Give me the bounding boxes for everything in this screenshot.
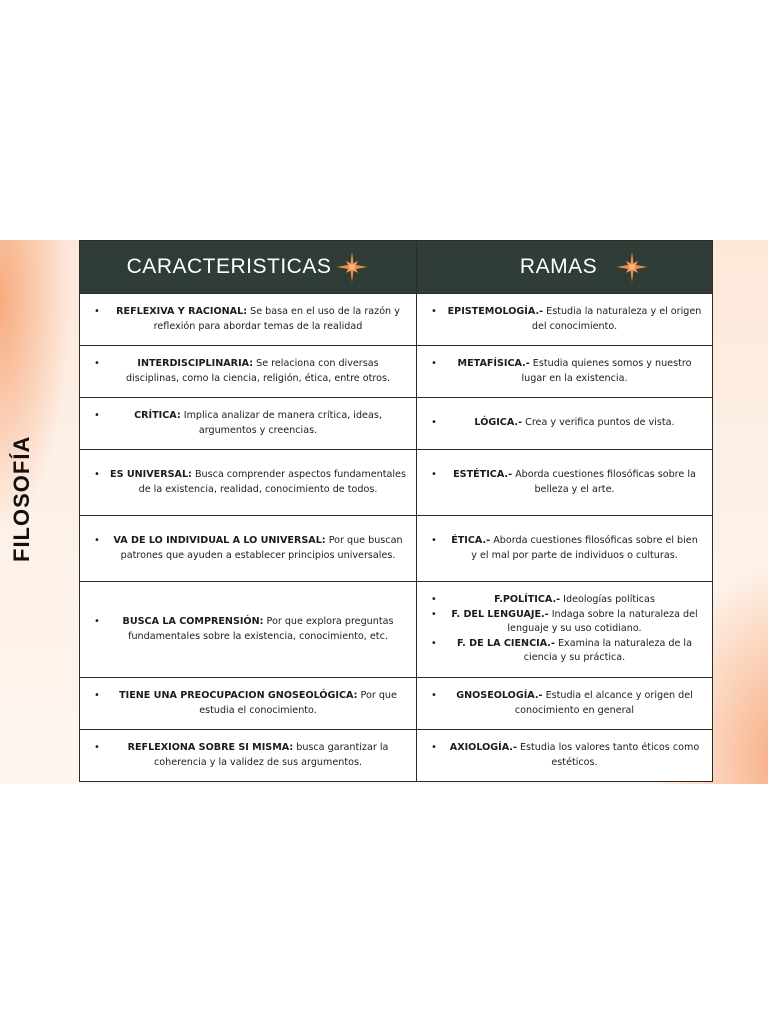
table-row [80, 346, 713, 398]
bullet: • [431, 741, 437, 753]
branch-text: Estudia los valores tanto éticos como estéticos. [516, 741, 700, 768]
table-row [80, 450, 713, 516]
branch-title: F.POLÍTICA.- [494, 594, 561, 606]
bullet: • [94, 357, 100, 369]
list-item [429, 637, 702, 666]
branch-title: EPISTEMOLOGÍA.- [447, 305, 544, 317]
branch-text: Ideologías políticas [560, 594, 655, 606]
branch-title: F. DE LA CIENCIA.- [457, 637, 555, 649]
bullet: • [94, 409, 100, 421]
bullet: • [431, 357, 437, 369]
branch-title: METAFÍSICA.- [457, 357, 530, 369]
characteristic-title: TIENE UNA PREOCUPACION GNOSEOLÓGICA: [119, 689, 358, 701]
slide-background [0, 240, 768, 784]
branch-text: Estudia el alcance y origen del conocimiento en general [514, 689, 693, 716]
sparkle-icon [335, 250, 369, 284]
characteristic-text: Se basa en el uso de la razón y reflexión para abordar temas de la realidad [153, 305, 400, 332]
branch-text: Estudia la naturaleza y el origen del conocimiento. [531, 305, 702, 332]
branch-cell [417, 678, 713, 730]
characteristic-title: CRÍTICA: [134, 409, 181, 421]
branch-cell [417, 398, 713, 450]
header-branches-label: RAMAS [519, 255, 598, 278]
sparkle-icon [615, 250, 649, 284]
table-header-row [80, 241, 713, 294]
bullet: • [94, 305, 100, 317]
branch-title: AXIOLOGÍA.- [449, 741, 517, 753]
bullet: • [431, 417, 437, 429]
characteristic-title: VA DE LO INDIVIDUAL A LO UNIVERSAL: [113, 534, 326, 546]
characteristic-cell [80, 450, 417, 516]
list-item [429, 593, 702, 608]
characteristic-text: busca garantizar la coherencia y la validez de sus argumentos. [154, 741, 389, 768]
branch-text: Indaga sobre la naturaleza del lenguaje y su uso cotidiano. [507, 608, 698, 635]
characteristic-title: ES UNIVERSAL: [110, 468, 192, 480]
table-row [80, 582, 713, 678]
branch-title: LÓGICA.- [474, 417, 523, 429]
branch-cell [417, 294, 713, 346]
characteristic-text: Busca comprender aspectos fundamentales de la existencia, realidad, conocimiento de todos. [138, 468, 406, 495]
branch-title: ESTÉTICA.- [453, 468, 513, 480]
characteristic-cell [80, 294, 417, 346]
branch-text: Examina la naturaleza de la ciencia y su práctica. [523, 637, 692, 664]
characteristic-cell [80, 398, 417, 450]
bullet: • [431, 608, 437, 620]
list-item [429, 608, 702, 637]
bullet: • [94, 689, 100, 701]
characteristic-text: Por que buscan patrones que ayuden a establecer principios universales. [120, 534, 403, 561]
branch-title: ÉTICA.- [451, 534, 491, 546]
bullet: • [431, 594, 437, 606]
bullet: • [431, 637, 437, 649]
bullet: • [94, 468, 100, 480]
branch-title: F. DEL LENGUAJE.- [451, 608, 549, 620]
characteristic-title: INTERDISCIPLINARIA: [137, 357, 254, 369]
table-row [80, 398, 713, 450]
characteristic-title: REFLEXIVA Y RACIONAL: [116, 305, 248, 317]
table-row [80, 294, 713, 346]
bullet: • [431, 305, 437, 317]
characteristic-cell [80, 678, 417, 730]
branch-text: Aborda cuestiones filosóficas sobre el bien y el mal por parte de individuos o culturas. [471, 534, 698, 561]
branch-text: Estudia quienes somos y nuestro lugar en la existencia. [521, 357, 692, 384]
bullet: • [94, 741, 100, 753]
branch-title: GNOSEOLOGÍA.- [456, 689, 543, 701]
characteristic-title: BUSCA LA COMPRENSIÓN: [122, 615, 264, 627]
bullet: • [94, 615, 100, 627]
characteristic-cell [80, 516, 417, 582]
table-row [80, 678, 713, 730]
characteristic-cell [80, 346, 417, 398]
header-characteristics [80, 241, 417, 294]
header-characteristics-label: CARACTERISTICAS [126, 255, 332, 278]
branch-cell [417, 450, 713, 516]
branch-cell [417, 346, 713, 398]
branch-cell [417, 730, 713, 782]
characteristic-cell [80, 582, 417, 678]
bullet: • [431, 534, 437, 546]
philosophy-table [79, 240, 713, 782]
characteristic-text: Por que explora preguntas fundamentales sobre la existencia, conocimiento, etc. [128, 615, 394, 642]
bullet: • [431, 689, 437, 701]
characteristic-cell [80, 730, 417, 782]
bullet: • [431, 468, 437, 480]
table-row [80, 730, 713, 782]
bullet: • [94, 534, 100, 546]
characteristic-text: Se relaciona con diversas disciplinas, como la ciencia, religión, ética, entre otros. [125, 357, 391, 384]
branch-cell [417, 582, 713, 678]
side-title: FILOSOFÍA [9, 435, 34, 562]
branch-text: Aborda cuestiones filosóficas sobre la belleza y el arte. [512, 468, 696, 495]
characteristic-text: Por que estudia el conocimiento. [199, 689, 397, 716]
table-row [80, 516, 713, 582]
branch-text: Crea y verifica puntos de vista. [522, 417, 675, 429]
header-branches [417, 241, 713, 294]
branch-cell [417, 516, 713, 582]
characteristic-text: Implica analizar de manera crítica, ideas, argumentos y creencias. [180, 409, 382, 436]
characteristic-title: REFLEXIONA SOBRE SI MISMA: [127, 741, 294, 753]
